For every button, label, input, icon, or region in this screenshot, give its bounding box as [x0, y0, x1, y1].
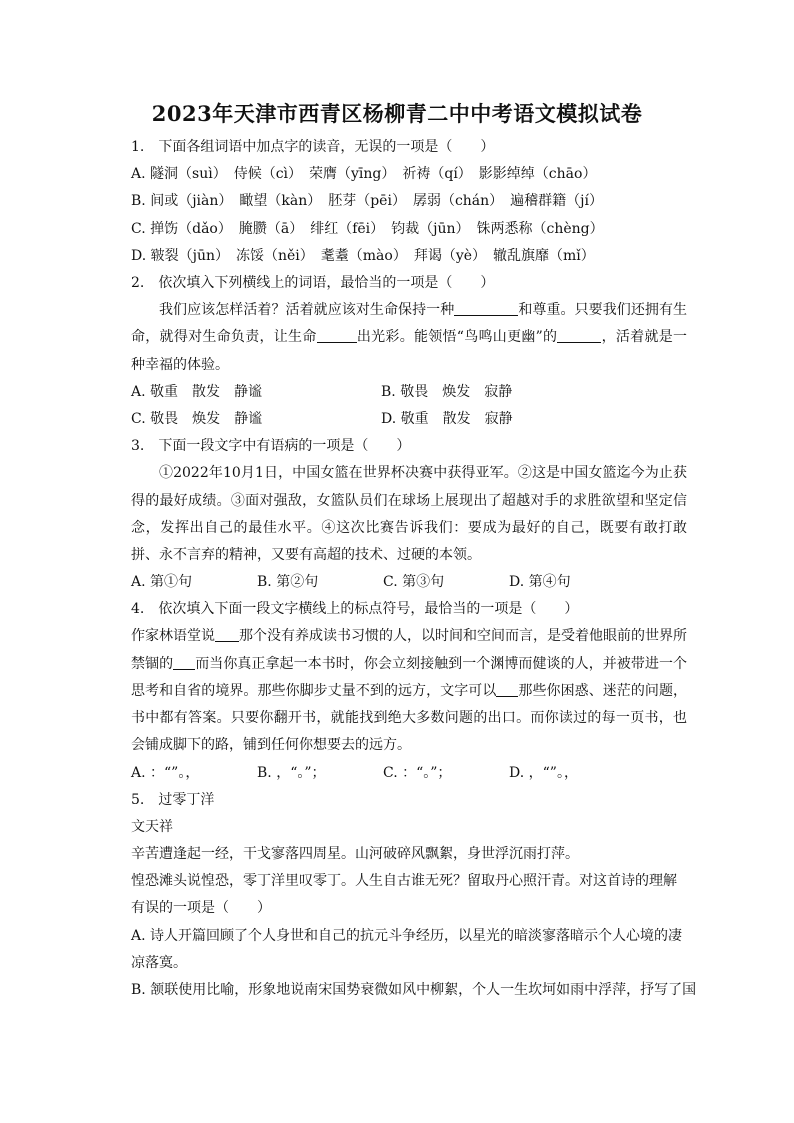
q4-option-c: C. ：“。”； [383, 764, 452, 781]
q2-passage [131, 297, 687, 379]
q2-blank-1 [454, 301, 518, 316]
q1-option-a: A. 隧洞（suì） 侍候（cì） 荣膺（yīng） 祈祷（qí） 影影绰绰（chāo） [131, 166, 597, 183]
q5-option-a: A. 诗人开篇回顾了个人身世和自己的抗元斗争经历，以星光的暗淡寥落暗示个人心境的凄凉落寞。 [131, 927, 683, 971]
q2-options-row-2 [131, 406, 687, 433]
q2-options-row-1 [131, 379, 687, 406]
q2-option-c: C. 敬畏 焕发 静谧 [131, 410, 263, 427]
q5-author: 文天祥 [131, 818, 173, 835]
q4-option-a: A. ：“”。， [131, 764, 200, 781]
q4-passage-part-3: 而当你真正拿起一本书时，你会立刻接触到一个渊博而健谈的人，并被带进一个思考和自省的境界。那些你脚步丈量不到的远方，文字可以 [131, 655, 688, 699]
q3-option-d: D. 第④句 [509, 574, 571, 591]
q4-blank-3 [496, 682, 518, 697]
exam-content [131, 134, 697, 1004]
q5-poem-line-1: 辛苦遭逢起一经，干戈寥落四周星。山河破碎风飘絮，身世浮沉雨打萍。 [131, 846, 579, 863]
q2-option-a: A. 敬重 散发 静谧 [131, 383, 263, 400]
q3-option-c: C. 第③句 [383, 574, 445, 591]
q2-passage-part-3: 出光彩。能领悟“鸟鸣山更幽”的 [356, 329, 558, 346]
q4-passage-part-2: 那个没有养成读书习惯的人，以时间和空间而言，是受着他眼前的世界所禁锢的 [131, 628, 687, 672]
q3-options [131, 569, 687, 596]
q4-blank-2 [173, 655, 195, 670]
q2-passage-part-4: ，活着就是一种幸福的体验。 [131, 329, 688, 373]
q3-passage: ①2022年10月1日，中国女篮在世界杯决赛中获得亚军。②这是中国女篮迄今为止获得的最好成绩。③面对强敌，女篮队员们在球场上展现出了超越对手的求胜欲望和坚定信念，发挥出自己的最佳水平。④这次比赛告诉我们：要成为最好的自己，既要有敢打敢拼、永不言弃的精神，又要有高超的技术、过硬的本领。 [131, 465, 687, 563]
q3-option-b: B. 第②句 [257, 574, 319, 591]
q3-option-a: A. 第①句 [131, 574, 193, 591]
q5-option-b: B. 颔联使用比喻，形象地说南宋国势衰微如风中柳絮，个人一生坎坷如雨中浮萍，抒写了国 [131, 982, 697, 999]
q3-stem: 3. 下面一段文字中有语病的一项是（ ） [131, 438, 411, 455]
q4-options [131, 760, 687, 787]
q1-stem: 1. 下面各组词语中加点字的读音，无误的一项是（ ） [131, 139, 495, 155]
q4-passage-part-1: 作家林语堂说 [131, 628, 215, 645]
q2-passage-part-1: 我们应该怎样活着？活着就应该对生命保持一种 [159, 302, 455, 319]
q5-stem: 5. 过零丁洋 [131, 791, 215, 808]
q4-stem: 4. 依次填入下面一段文字横线上的标点符号，最恰当的一项是（ ） [131, 601, 579, 618]
page-title: 2023年天津市西青区杨柳青二中中考语文模拟试卷 [151, 101, 643, 126]
q1-option-d: D. 皲裂（jūn） 冻馁（něi） 耄耋（mào） 拜谒（yè） 辙乱旗靡（mǐ） [131, 247, 595, 264]
q4-option-d: D. ，“”。， [509, 764, 578, 781]
q2-blank-2 [317, 328, 357, 343]
q2-stem: 2. 依次填入下列横线上的词语，最恰当的一项是（ ） [131, 274, 495, 291]
q1-option-b: B. 间或（jiàn） 瞰望（kàn） 胚芽（pēi） 孱弱（chán） 遍稽群籍（jí） [131, 193, 603, 210]
q2-option-b: B. 敬畏 焕发 寂静 [381, 383, 513, 400]
q4-blank-1 [215, 627, 239, 642]
q2-option-d: D. 敬重 散发 寂静 [381, 410, 513, 427]
q1-option-c: C. 掸饬（dǎo） 腌臜（ā） 绯红（fēi） 钧裁（jūn） 铢两悉称（chèng） [131, 220, 604, 237]
q5-poem-line-2: 惶恐滩头说惶恐，零丁洋里叹零丁。人生自古谁无死？留取丹心照汗青。对这首诗的理解有误的一项是（ ） [131, 873, 677, 917]
q4-option-b: B. ，“。”； [257, 764, 326, 781]
q2-passage-part-2: 和尊重。只要我们还拥有生命，就得对生命负责，让生命 [131, 302, 688, 346]
q4-passage [131, 623, 687, 759]
q2-blank-3 [557, 328, 601, 343]
q4-passage-part-4: 那些你困惑、迷茫的问题，书中都有答案。只要你翻开书，就能找到绝大多数问题的出口。而你读过的每一页书，也会铺成脚下的路，铺到任何你想要去的远方。 [131, 682, 688, 754]
